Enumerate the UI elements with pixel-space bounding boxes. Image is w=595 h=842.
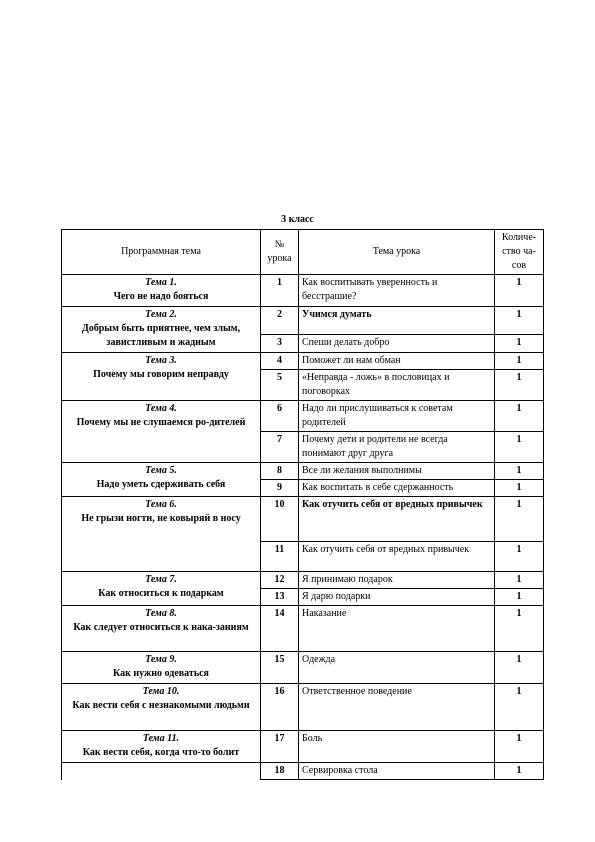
- lesson-hours: 1: [495, 335, 544, 353]
- header-lesson-number: № урока: [261, 230, 299, 275]
- lesson-hours: 1: [495, 606, 544, 652]
- lesson-hours: 1: [495, 463, 544, 480]
- table-header-row: [62, 230, 544, 275]
- curriculum-table: [61, 229, 544, 780]
- table-row: [62, 307, 544, 335]
- lesson-hours: 1: [495, 763, 544, 780]
- theme-title: Как вести себя с незнакомыми людьми: [72, 700, 250, 711]
- lesson-hours: 1: [495, 684, 544, 731]
- theme-number: Тема 9.: [145, 654, 177, 665]
- theme-title: Как вести себя, когда что-то болит: [82, 747, 240, 758]
- lesson-number: 6: [261, 401, 299, 432]
- theme-number: Тема 6.: [145, 499, 177, 510]
- theme-cell: [62, 463, 261, 497]
- lesson-topic: Одежда: [299, 652, 495, 684]
- lesson-topic: «Неправда - ложь» в пословицах и поговорках: [299, 370, 495, 401]
- theme-cell: [62, 497, 261, 572]
- lesson-number: 10: [261, 497, 299, 542]
- lesson-hours: 1: [495, 307, 544, 335]
- lesson-number: 12: [261, 572, 299, 589]
- table-row: [62, 275, 544, 307]
- lesson-hours: 1: [495, 652, 544, 684]
- table-row: [62, 684, 544, 731]
- lesson-number: 11: [261, 542, 299, 572]
- lesson-topic: Почему дети и родители не всегда понимают друг друга: [299, 432, 495, 463]
- lesson-number: 13: [261, 589, 299, 606]
- theme-title: Чего не надо бояться: [113, 291, 209, 302]
- lesson-topic: Наказание: [299, 606, 495, 652]
- lesson-topic: Учимся думать: [299, 307, 495, 335]
- theme-title: Почему мы говорим неправду: [93, 369, 229, 380]
- theme-cell: [62, 307, 261, 353]
- lesson-number: 9: [261, 480, 299, 497]
- lesson-topic: Я принимаю подарок: [299, 572, 495, 589]
- theme-number: Тема 8.: [145, 608, 177, 619]
- theme-number: Тема 5.: [145, 465, 177, 476]
- theme-title: Как относиться к подаркам: [98, 588, 224, 599]
- theme-number: Тема 3.: [145, 355, 177, 366]
- theme-number: Тема 10.: [142, 686, 180, 697]
- lesson-topic: Спеши делать добро: [299, 335, 495, 353]
- theme-number: Тема 2.: [145, 309, 177, 320]
- lesson-topic: Как воспитать в себе сдержанность: [299, 480, 495, 497]
- header-theme: Программная тема: [62, 230, 261, 275]
- table-row: [62, 763, 544, 780]
- lesson-topic: Надо ли прислушиваться к советам родителей: [299, 401, 495, 432]
- lesson-topic: Поможет ли нам обман: [299, 353, 495, 370]
- lesson-hours: 1: [495, 353, 544, 370]
- theme-number: Тема 11.: [142, 733, 180, 744]
- table-row: [62, 572, 544, 589]
- theme-title: Как нужно одеваться: [113, 668, 209, 679]
- theme-cell: [62, 731, 261, 763]
- theme-title: Почему мы не слушаемся ро-дителей: [76, 417, 246, 428]
- lesson-number: 4: [261, 353, 299, 370]
- lesson-number: 5: [261, 370, 299, 401]
- lesson-number: 17: [261, 731, 299, 763]
- lesson-topic: Как отучить себя от вредных привычек: [299, 497, 495, 542]
- lesson-number: 14: [261, 606, 299, 652]
- theme-number: Тема 4.: [145, 403, 177, 414]
- lesson-hours: 1: [495, 589, 544, 606]
- theme-cell: [62, 652, 261, 684]
- theme-cell: [62, 572, 261, 606]
- lesson-hours: 1: [495, 731, 544, 763]
- theme-cell-empty: [62, 763, 261, 780]
- lesson-hours: 1: [495, 572, 544, 589]
- page-title: 3 класс: [281, 214, 314, 225]
- theme-cell: [62, 353, 261, 401]
- lesson-topic: Боль: [299, 731, 495, 763]
- theme-number: Тема 1.: [145, 277, 177, 288]
- lesson-hours: 1: [495, 480, 544, 497]
- theme-number: Тема 7.: [145, 574, 177, 585]
- lesson-topic: Я дарю подарки: [299, 589, 495, 606]
- table-row: [62, 497, 544, 542]
- lesson-hours: 1: [495, 275, 544, 307]
- table-row: [62, 606, 544, 652]
- lesson-number: 2: [261, 307, 299, 335]
- theme-cell: [62, 401, 261, 463]
- theme-title: Не грызи ногти, не ковыряй в носу: [81, 513, 241, 524]
- header-lesson-topic: Тема урока: [299, 230, 495, 275]
- lesson-hours: 1: [495, 432, 544, 463]
- table-row: [62, 401, 544, 432]
- lesson-topic: Сервировка стола: [299, 763, 495, 780]
- table-row: [62, 652, 544, 684]
- lesson-number: 16: [261, 684, 299, 731]
- header-hours: Количе-ство ча-сов: [495, 230, 544, 275]
- lesson-hours: 1: [495, 542, 544, 572]
- lesson-topic: Как воспитывать уверенность и бесстрашие?: [299, 275, 495, 307]
- lesson-number: 1: [261, 275, 299, 307]
- lesson-hours: 1: [495, 497, 544, 542]
- lesson-hours: 1: [495, 401, 544, 432]
- lesson-topic: Как отучить себя от вредных привычек: [299, 542, 495, 572]
- theme-cell: [62, 684, 261, 731]
- theme-title: Надо уметь сдерживать себя: [96, 479, 226, 490]
- lesson-topic: Ответственное поведение: [299, 684, 495, 731]
- theme-cell: [62, 606, 261, 652]
- theme-title: Добрым быть приятнее, чем злым, завистливым и жадным: [81, 323, 241, 348]
- lesson-number: 15: [261, 652, 299, 684]
- table-row: [62, 463, 544, 480]
- lesson-number: 3: [261, 335, 299, 353]
- theme-title: Как следует относиться к нака-заниям: [73, 622, 249, 633]
- lesson-topic: Все ли желания выполнимы: [299, 463, 495, 480]
- lesson-number: 18: [261, 763, 299, 780]
- table-row: [62, 353, 544, 370]
- lesson-number: 7: [261, 432, 299, 463]
- lesson-number: 8: [261, 463, 299, 480]
- table-row: [62, 731, 544, 763]
- theme-cell: [62, 275, 261, 307]
- lesson-hours: 1: [495, 370, 544, 401]
